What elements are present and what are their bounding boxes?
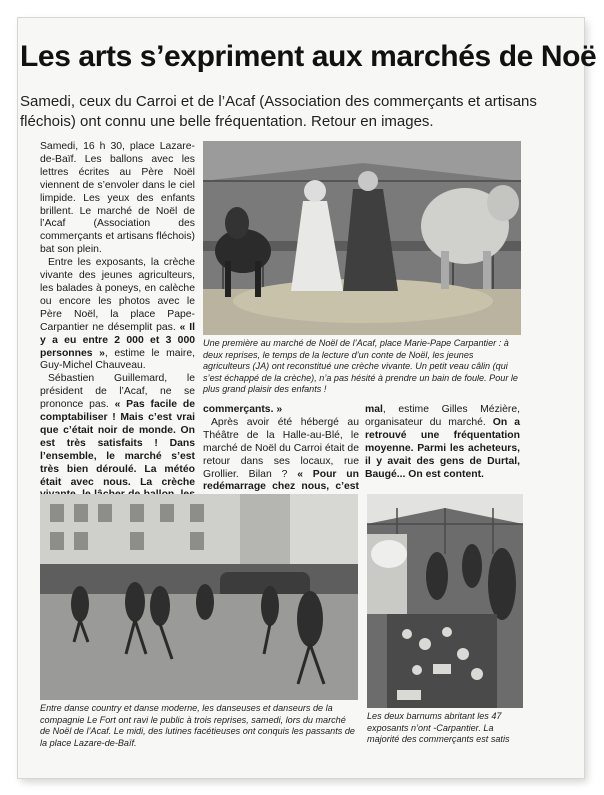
- market-photo-drawing: [367, 494, 523, 708]
- dancers-photo: [40, 494, 358, 700]
- paragraph: [365, 404, 520, 481]
- quote: « Pour un redémarrage chez nous, c’est: [203, 468, 359, 493]
- headline: Les arts s’expriment aux marchés de Noë: [20, 40, 597, 73]
- text-run: Sébastien Guillemard, le président de l’Acaf, ne se prononce pas.: [40, 373, 195, 411]
- nativity-caption: Une première au marché de Noël de l’Acaf, place Marie-Pape Carpantier : à deux reprises, le temps de la lecture d’un conte de Noël, les jeunes agriculteurs (JA) ont reconstitué une crèche vivante. Un petit veau câlin (qui s’est échappé de la crèche), n’a pas hésité à prendre un bain de foule. Pour le plus grand plaisir des enfants !: [203, 338, 518, 394]
- dancers-caption: Entre danse country et danse moderne, les danseuses et danseurs de la compagnie Le Fort ont ravi le public à trois reprises, samedi, lors du marché de Noël de l’Acaf. Le midi, des lutines facétieuses ont conquis les passants de la place Lazare-de-Baïf.: [40, 703, 355, 748]
- paragraph: Samedi, 16 h 30, place Lazare-de-Baïf. Les ballons avec les lettres écrites au Père Noël viennent de s’envoler dans le ciel limpide. Les yeux des enfants brillent. Le marché de Noël de l’Acaf (Association des commerçants et artisans fléchois) bat son plein.: [40, 141, 195, 256]
- text-run: , estime Gilles Mézière, organisateur du marché.: [365, 404, 520, 428]
- market-caption: Les deux barnums abritant les 47 exposants n’ont -Carpantier. La majorité des commerçants est satis: [367, 711, 510, 744]
- text-run: Après avoir été hébergé au Théâtre de la Halle-au-Blé, le marché de Noël du Carroi était de retour dans ses locaux, rue Grollier. Bilan ?: [203, 416, 359, 480]
- quote: « Il y a eu entre 2 000 et 3 000 personnes »: [40, 321, 195, 359]
- quote: commerçants. »: [203, 404, 283, 415]
- market-photo: [367, 494, 523, 708]
- quote: mal: [365, 404, 383, 415]
- column-2: [203, 404, 359, 507]
- nativity-photo: [203, 141, 521, 335]
- quote: On a retrouvé une fréquentation moyenne. Parmi les acheteurs, il y avait des gens de Durtal, Baugé... On est content.: [365, 416, 520, 480]
- quote: « Pas facile de comptabiliser ! Mais c’est vrai que c’était noir de monde. On est très satisfaits ! Dans l’ensemble, le marché s’est très bien déroulé. La météo était avec nous. La crèche: [40, 399, 195, 488]
- paragraph: [40, 257, 195, 373]
- column-1: [40, 141, 195, 486]
- text-run: , estime le maire, Guy-Michel Chauveau.: [40, 347, 196, 372]
- text-run: Entre les exposants, la crèche vivante des jeunes agriculteurs, les balades à poneys, en calèche ou encore les photos avec le Père Noël, la place Pape-Carpantier ne désemplit pas.: [40, 257, 195, 333]
- dancers-photo-drawing: [40, 494, 358, 700]
- paragraph: [203, 404, 359, 417]
- nativity-photo-drawing: [203, 141, 521, 335]
- standfirst: Samedi, ceux du Carroi et de l’Acaf (Association des commerçants et artisans fléchois) ont connu une belle fréquentation. Retour en images.: [20, 93, 537, 130]
- column-3: [365, 404, 520, 481]
